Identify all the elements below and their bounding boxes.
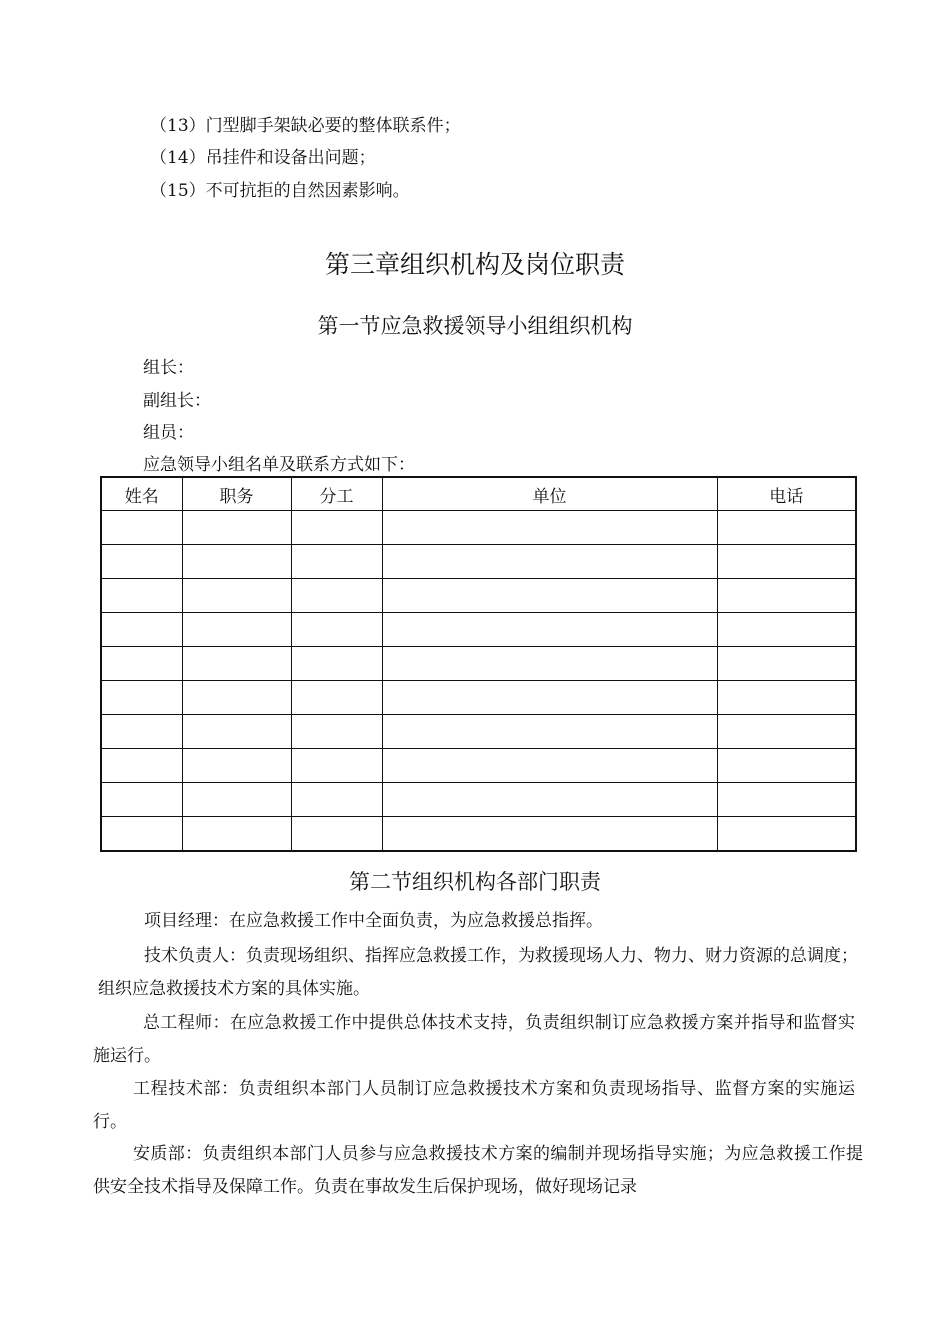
leader-label: 组长： <box>143 358 194 378</box>
table-cell <box>182 749 291 783</box>
table-cell <box>101 715 182 749</box>
header-name: 姓名 <box>101 477 182 511</box>
table-cell <box>382 511 717 545</box>
vice-leader-label: 副组长： <box>143 391 211 411</box>
para-technical-lead: 技术负责人：负责现场组织、指挥应急救援工作，为救援现场人力、物力、财力资源的总调度；组织应急救援技术方案的具体实施。 <box>98 946 858 999</box>
table-cell <box>101 613 182 647</box>
contact-table <box>100 476 857 852</box>
table-cell <box>717 749 856 783</box>
table-cell <box>101 579 182 613</box>
table-cell <box>291 647 382 681</box>
table-cell <box>717 817 856 852</box>
table-cell <box>717 545 856 579</box>
table-cell <box>717 715 856 749</box>
section2-title: 第二节组织机构各部门职责 <box>349 870 601 894</box>
table-cell <box>182 545 291 579</box>
table-cell <box>382 613 717 647</box>
table-cell <box>717 579 856 613</box>
table-row <box>101 511 856 545</box>
table-row <box>101 715 856 749</box>
table-cell <box>182 783 291 817</box>
table-cell <box>717 613 856 647</box>
table-row <box>101 783 856 817</box>
table-cell <box>717 783 856 817</box>
header-duty: 分工 <box>291 477 382 511</box>
table-cell <box>291 545 382 579</box>
table-cell <box>382 545 717 579</box>
table-cell <box>382 647 717 681</box>
table-cell <box>101 681 182 715</box>
list-item-15: （15）不可抗拒的自然因素影响。 <box>150 181 410 201</box>
table-cell <box>291 579 382 613</box>
table-row <box>101 749 856 783</box>
table-intro: 应急领导小组名单及联系方式如下： <box>143 455 415 475</box>
table-cell <box>291 681 382 715</box>
table-row <box>101 545 856 579</box>
table-cell <box>717 647 856 681</box>
table-cell <box>291 613 382 647</box>
table-row <box>101 647 856 681</box>
table-cell <box>382 579 717 613</box>
table-cell <box>101 511 182 545</box>
table-cell <box>291 511 382 545</box>
members-label: 组员： <box>143 423 194 443</box>
para-project-manager: 项目经理：在应急救援工作中全面负责，为应急救援总指挥。 <box>144 911 603 931</box>
table-cell <box>382 681 717 715</box>
table-cell <box>382 749 717 783</box>
para-engineering-dept: 工程技术部：负责组织本部门人员制订应急救援技术方案和负责现场指导、监督方案的实施运行。 <box>93 1079 855 1132</box>
header-unit: 单位 <box>382 477 717 511</box>
table-cell <box>101 817 182 852</box>
table-cell <box>182 613 291 647</box>
table-header-row <box>101 477 856 511</box>
table-cell <box>182 817 291 852</box>
table-cell <box>291 783 382 817</box>
list-item-14: （14）吊挂件和设备出问题； <box>150 148 376 168</box>
table-row <box>101 613 856 647</box>
table-row <box>101 681 856 715</box>
table-cell <box>382 715 717 749</box>
table-cell <box>101 647 182 681</box>
table-cell <box>182 647 291 681</box>
para-safety-quality-dept: 安质部：负责组织本部门人员参与应急救援技术方案的编制并现场指导实施；为应急救援工作提供安全技术指导及保障工作。负责在事故发生后保护现场，做好现场记录 <box>93 1144 863 1197</box>
table-cell <box>717 511 856 545</box>
table-cell <box>291 715 382 749</box>
table-cell <box>182 511 291 545</box>
table-cell <box>101 545 182 579</box>
table-cell <box>382 783 717 817</box>
table-cell <box>182 715 291 749</box>
table-cell <box>291 817 382 852</box>
table-cell <box>717 681 856 715</box>
table-body <box>101 511 856 852</box>
table-cell <box>101 749 182 783</box>
table-cell <box>101 783 182 817</box>
header-position: 职务 <box>182 477 291 511</box>
section1-title: 第一节应急救援领导小组组织机构 <box>317 314 633 338</box>
table-row <box>101 579 856 613</box>
list-item-13: （13）门型脚手架缺必要的整体联系件； <box>150 116 461 136</box>
header-phone: 电话 <box>717 477 856 511</box>
table-cell <box>291 749 382 783</box>
table-row <box>101 817 856 852</box>
table-cell <box>182 681 291 715</box>
para-chief-engineer: 总工程师：在应急救援工作中提供总体技术支持，负责组织制订应急救援方案并指导和监督实施运行。 <box>93 1013 855 1066</box>
table-cell <box>182 579 291 613</box>
table-cell <box>382 817 717 852</box>
chapter-title: 第三章组织机构及岗位职责 <box>324 250 625 279</box>
